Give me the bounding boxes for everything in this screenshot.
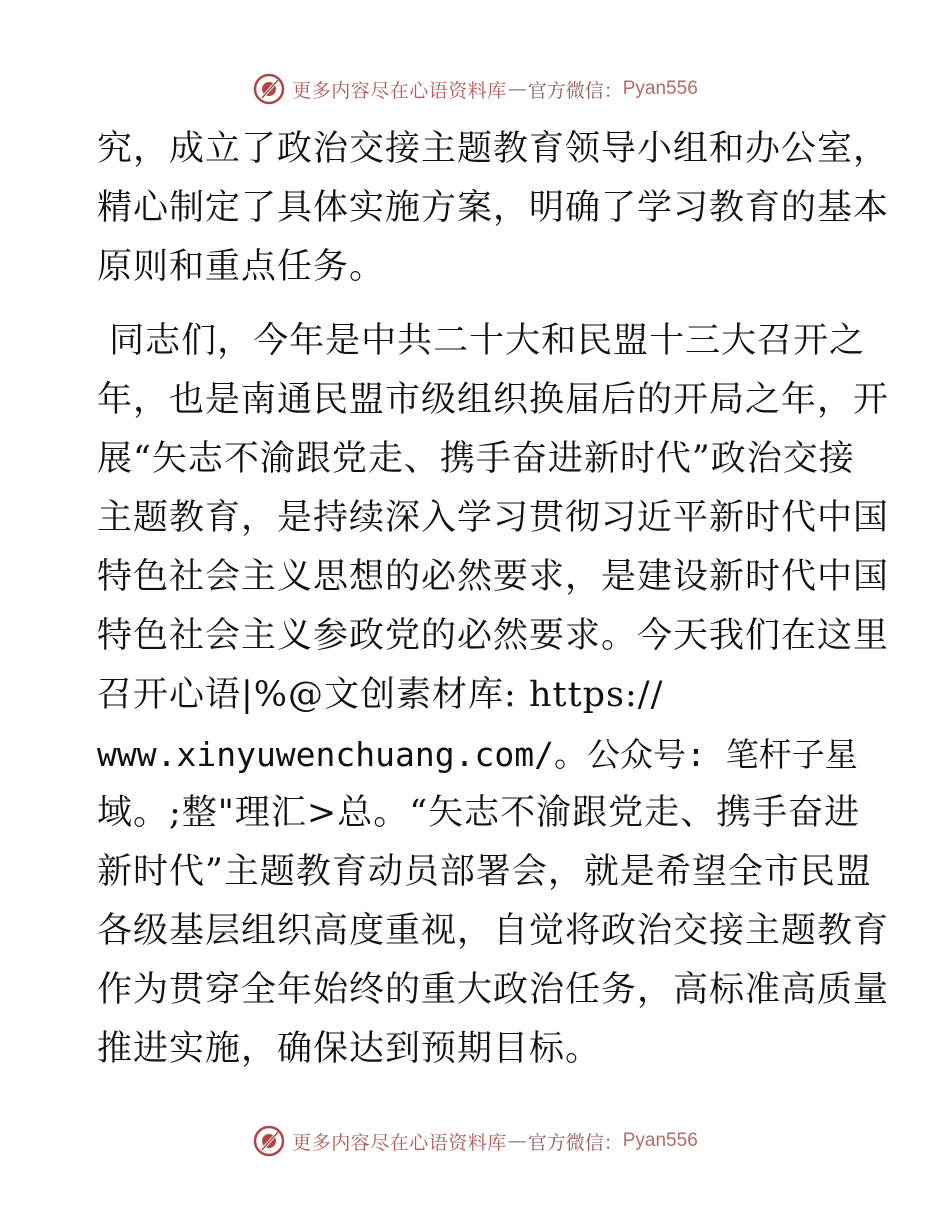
- text-line: 域。;整"理汇>总。“矢志不渝跟党走、携手奋进: [97, 793, 861, 833]
- text-line: 同志们，今年是中共二十大和民盟十三大召开之: [97, 321, 866, 361]
- watermark-dash: —: [507, 1130, 527, 1152]
- text-line: 新时代”主题教育动员部署会，就是希望全市民盟: [97, 852, 872, 892]
- brand-logo-icon: [252, 72, 286, 106]
- text-line: 推进实施，确保达到预期目标。: [97, 1029, 602, 1069]
- watermark-wechat-label: 官方微信：: [527, 79, 623, 102]
- watermark-wechat-label: 官方微信：: [527, 1131, 623, 1154]
- text-line: 原则和重点任务。: [97, 247, 386, 287]
- watermark-site-text: 更多内容尽在心语资料库: [292, 79, 507, 102]
- text-line: 展“矢志不渝跟党走、携手奋进新时代”政治交接: [97, 439, 855, 479]
- text-line: 作为贯穿全年始终的重大政治任务，高标准高质量: [97, 970, 890, 1010]
- footer-watermark-banner: [0, 1124, 950, 1158]
- text-line: 召开心语|%@文创素材库: https://: [97, 675, 664, 715]
- paragraph-2: [97, 312, 890, 1079]
- paragraph-1: [97, 120, 890, 297]
- text-line: 各级基层组织高度重视，自觉将政治交接主题教育: [97, 911, 890, 951]
- text-line-url: www.xinyuwenchuang.com/。公众号: 笔杆子星: [97, 735, 858, 774]
- text-line: 究，成立了政治交接主题教育领导小组和办公室，: [97, 129, 890, 169]
- watermark-site-text: 更多内容尽在心语资料库: [292, 1131, 507, 1154]
- text-line: 年，也是南通民盟市级组织换届后的开局之年，开: [97, 380, 890, 420]
- watermark-dash: —: [507, 78, 527, 100]
- text-line: 主题教育，是持续深入学习贯彻习近平新时代中国: [97, 498, 890, 538]
- text-line: 特色社会主义参政党的必然要求。今天我们在这里: [97, 616, 890, 656]
- brand-logo-icon: [252, 1124, 286, 1158]
- watermark-wechat-handle: Pyan556: [622, 1130, 698, 1151]
- document-body: [97, 120, 890, 1079]
- text-line: 精心制定了具体实施方案，明确了学习教育的基本: [97, 188, 890, 228]
- header-watermark-banner: [0, 72, 950, 106]
- watermark-wechat-handle: Pyan556: [622, 78, 698, 99]
- text-line: 特色社会主义思想的必然要求，是建设新时代中国: [97, 557, 890, 597]
